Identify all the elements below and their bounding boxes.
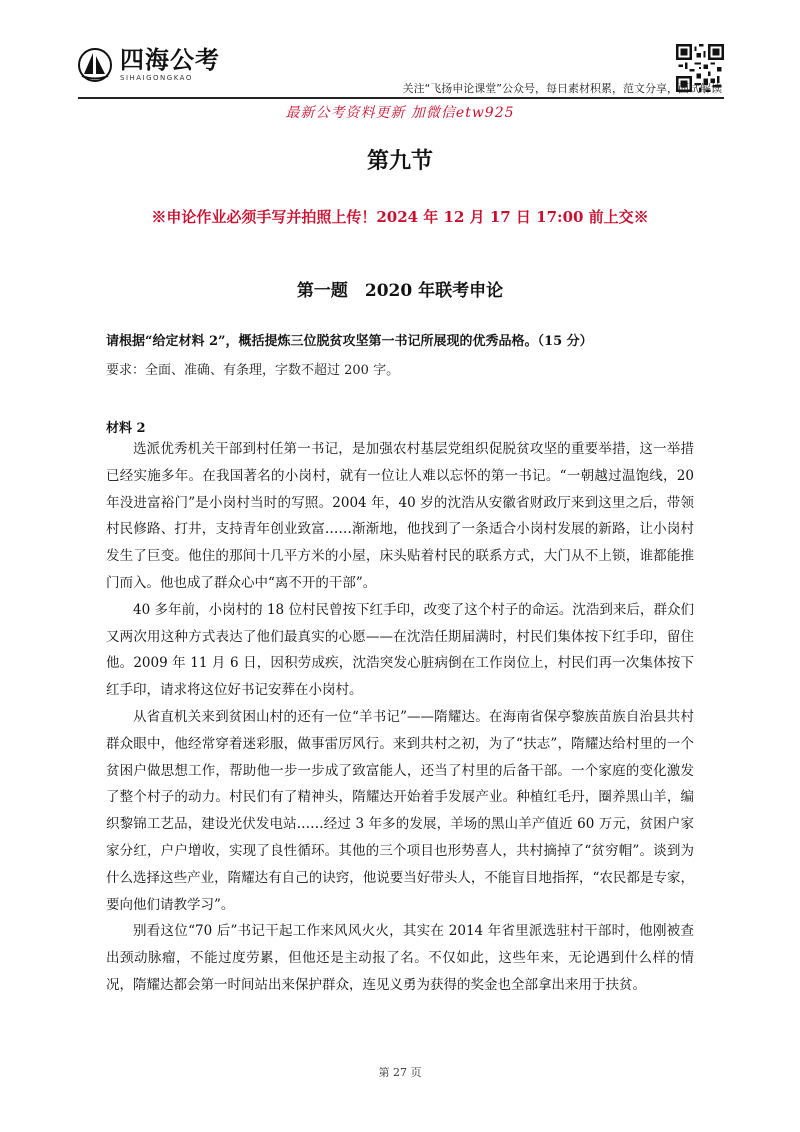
page-number: 第 27 页: [378, 1066, 422, 1079]
material-label: 材料 2: [106, 421, 146, 436]
question-title: 第一题 2020 年联考申论: [296, 281, 504, 301]
question-requirement: 要求：全面、准确、有条理，字数不超过 200 字。: [106, 363, 400, 378]
page-header: [0, 0, 800, 100]
section-title: 第九节: [366, 148, 433, 174]
header-divider: [78, 97, 724, 99]
material-paragraph: 40 多年前，小岗村的 18 位村民曾按下红手印，改变了这个村子的命运。沈浩到来后，群众们又两次用这种方式表达了他们最真实的心愿——在沈浩任期届满时，村民们集体按下红手印，留住他。2009 年 11 月 6 日，因积劳成疾，沈浩突发心脏病倒在工作岗位上，村民们再一次集体按下红手印，请求将这位好书记安葬在小岗村。: [106, 601, 694, 699]
submission-notice: ※申论作业必须手写并拍照上传！2024 年 12 月 17 日 17:00 前上交※: [151, 208, 649, 226]
material-body: [106, 436, 694, 999]
header-slogan: 关注“飞扬申论课堂”公众号，每日素材积累，范文分享，面试解读: [402, 82, 722, 95]
promo-text: 最新公考资料更新 加微信etw925: [285, 105, 515, 121]
material-paragraph: 选派优秀机关干部到村任第一书记，是加强农村基层党组织促脱贫攻坚的重要举措，这一举措已经实施多年。在我国著名的小岗村，就有一位让人难以忘怀的第一书记。“一朝越过温饱线，20 年没进富裕门”是小岗村当时的写照。2004 年，40 岁的沈浩从安徽省财政厅来到这里之后，带领村民修路、打井，支持青年创业致富……渐渐地，他找到了一条适合小岗村发展的新路，让小岗村发生了巨变。他住的那间十几平方米的小屋，床头贴着村民的联系方式，大门从不上锁，谁都能推门而入。他也成了群众心中“离不开的干部”。: [106, 441, 694, 591]
material-paragraph: 从省直机关来到贫困山村的还有一位“羊书记”——隋耀达。在海南省保亭黎族苗族自治县共村群众眼中，他经常穿着迷彩服，做事雷厉风行。来到共村之初，为了“扶志”，隋耀达给村里的一个贫困户做思想工作，帮助他一步一步成了致富能人，还当了村里的后备干部。一个家庭的变化激发了整个村子的动力。村民们有了精神头，隋耀达开始着手发展产业。种植红毛丹，圈养黑山羊，编织黎锦工艺品，建设光伏发电站……经过 3 年多的发展，羊场的黑山羊产值近 60 万元，贫困户家家分红，户户增收，实现了良性循环。其他的三个项目也形势喜人，共村摘掉了“贫穷帽”。谈到为什么选择这些产业，隋耀达有自己的诀窍，他说要当好带头人，不能盲目地指挥，“农民都是专家，要向他们请教学习”。: [106, 708, 694, 913]
brand-logo: [78, 48, 220, 82]
logo-name: 四海公考: [120, 46, 220, 74]
sail-logo-icon: [78, 48, 112, 82]
question-prompt: 请根据“给定材料 2”，概括提炼三位脱贫攻坚第一书记所展现的优秀品格。（15 分）: [106, 334, 593, 349]
logo-subtitle: SIHAIGONGKAO: [120, 74, 193, 82]
material-paragraph: 别看这位“70 后”书记干起工作来风风火火，其实在 2014 年省里派选驻村干部时，他刚被查出颈动脉瘤，不能过度劳累，但他还是主动报了名。不仅如此，这些年来，无论遇到什么样的情况，隋耀达都会第一时间站出来保护群众，连见义勇为获得的奖金也全部拿出来用于扶贫。: [106, 923, 694, 993]
